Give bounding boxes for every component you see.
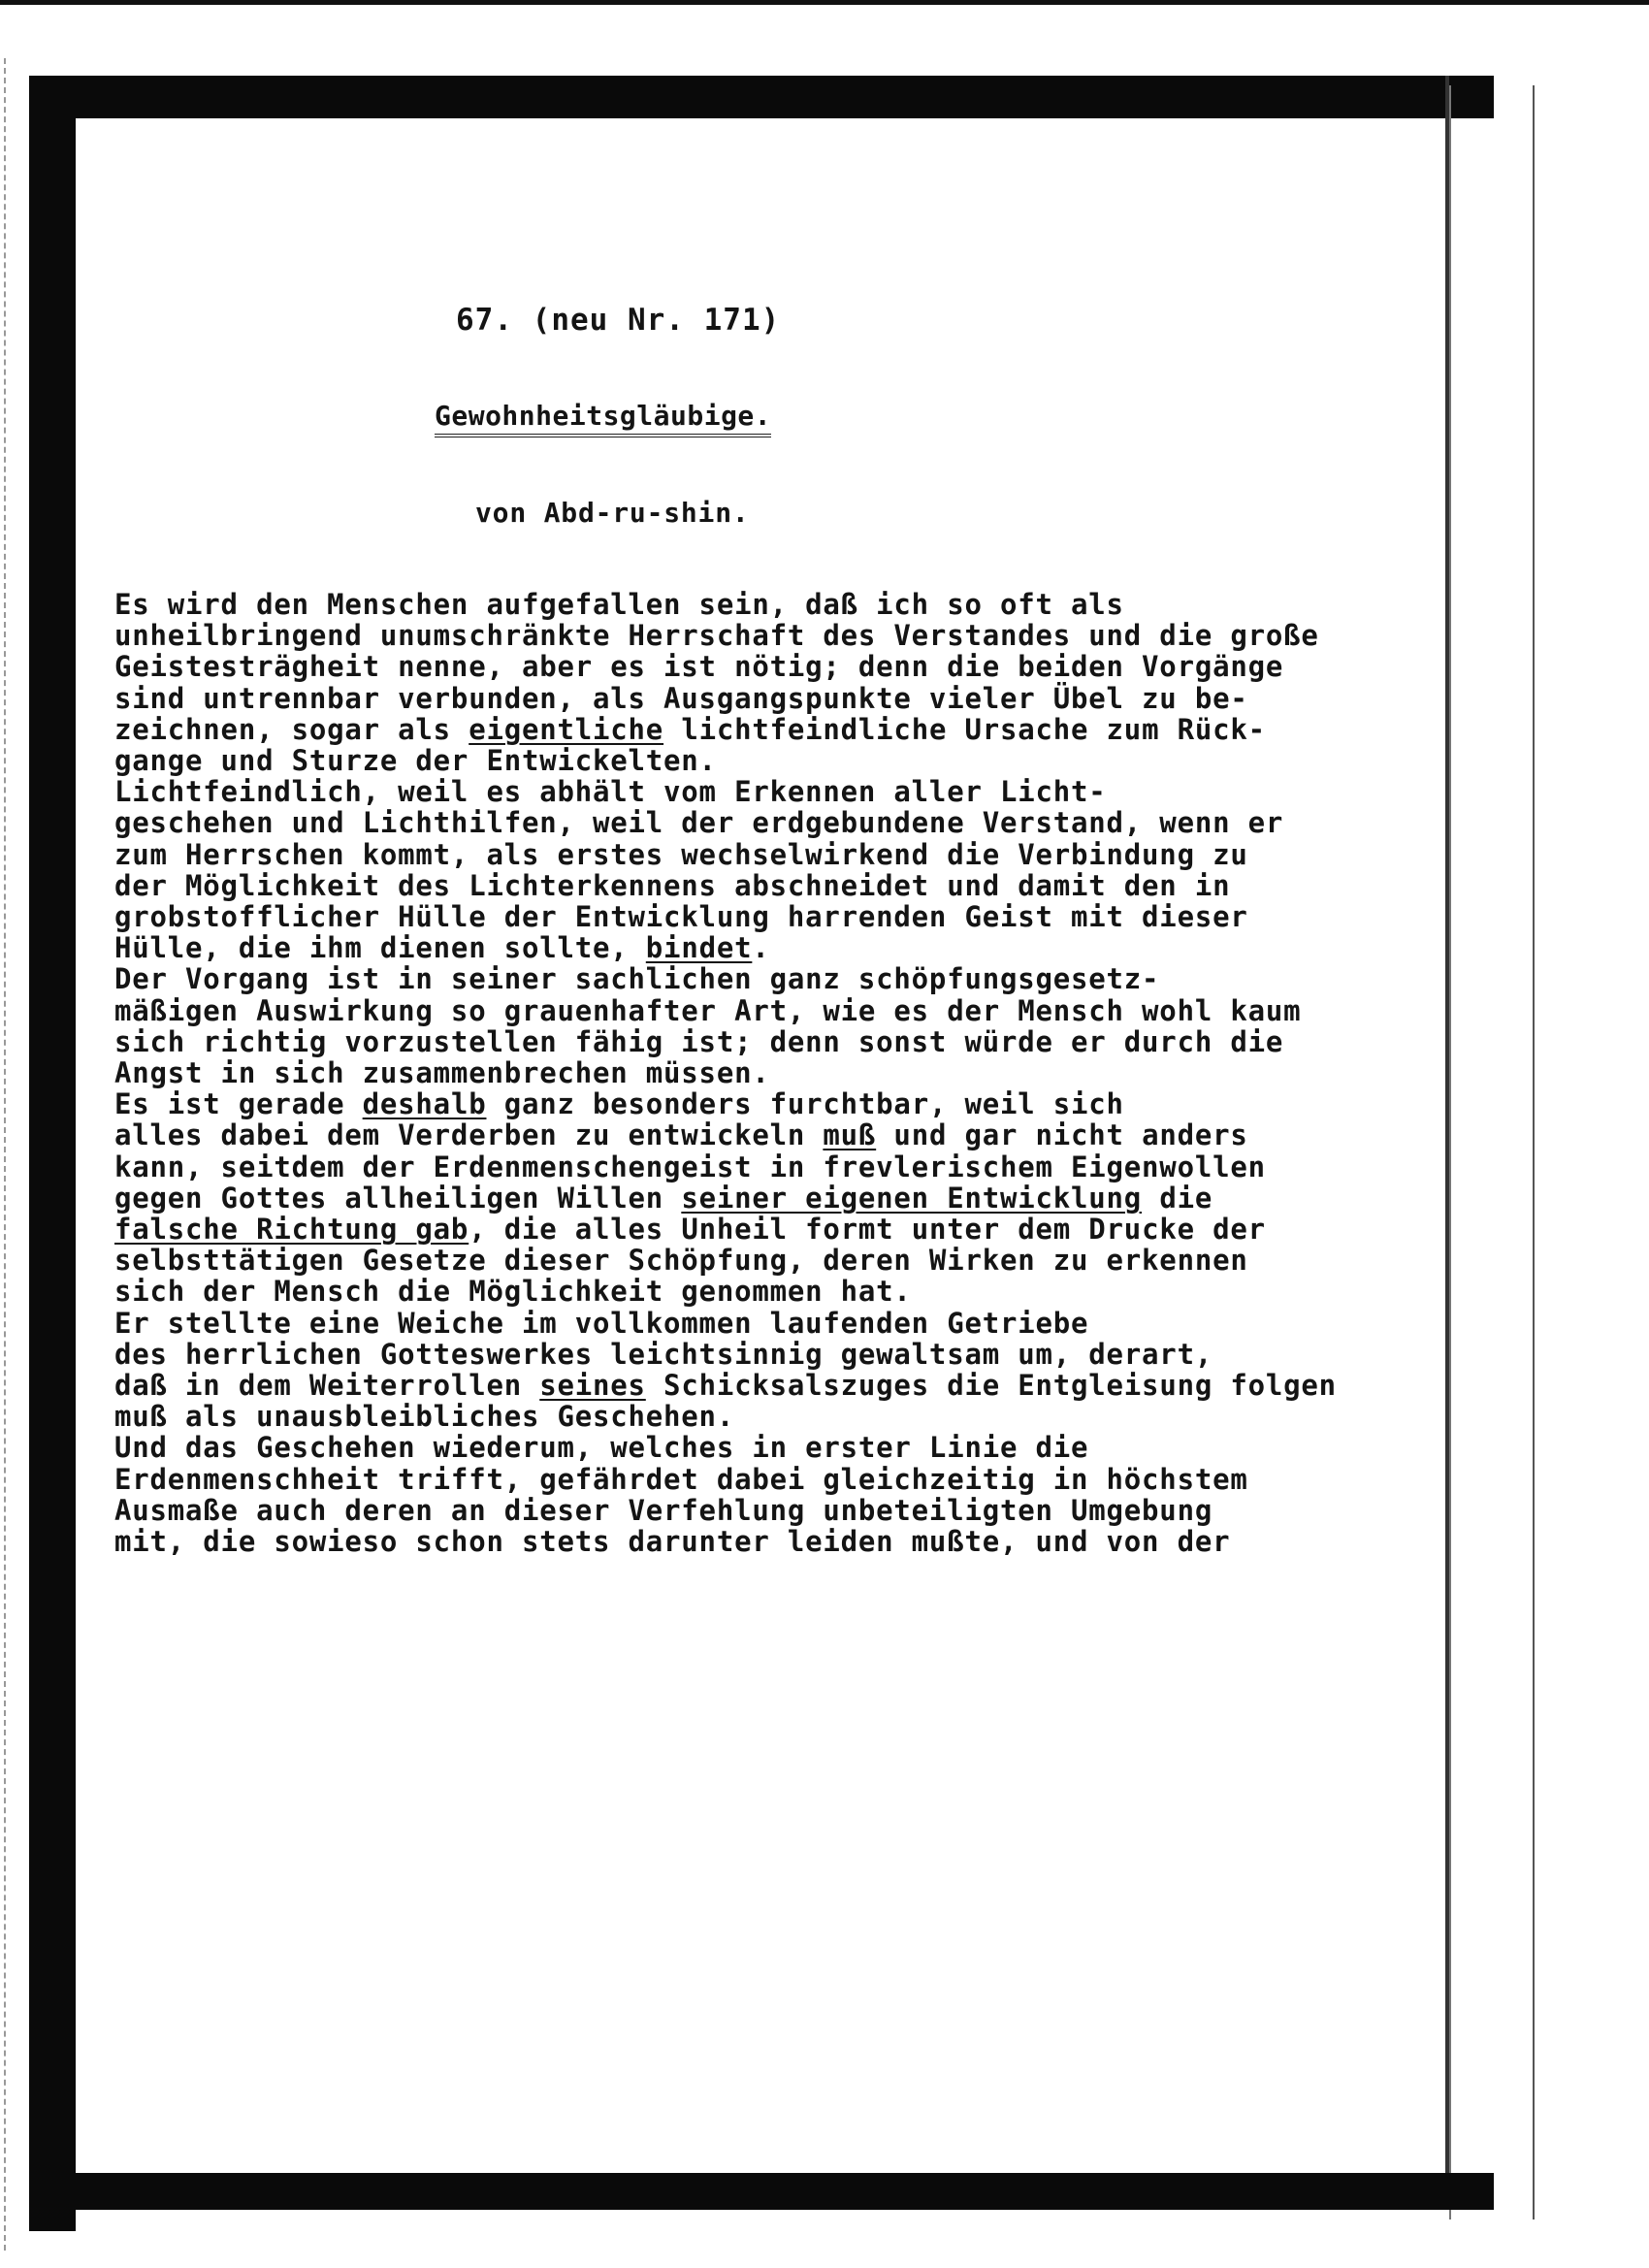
text-line xyxy=(114,1025,1283,1058)
paper-edge-right xyxy=(1449,85,1451,2219)
text-line xyxy=(114,713,1266,746)
text-line xyxy=(114,1338,1212,1371)
text-segment: geschehen und Lichthilfen, weil der erdgebundene Verstand, wenn er xyxy=(114,806,1284,840)
text-line xyxy=(114,931,770,964)
underlined-text: muß xyxy=(823,1118,877,1152)
text-line xyxy=(114,1463,1248,1496)
text-line xyxy=(114,1244,1248,1277)
text-line xyxy=(114,588,1124,621)
text-line xyxy=(114,1118,1248,1151)
text-line xyxy=(114,1150,1266,1183)
text-segment: Schicksalszuges die Entgleisung folgen xyxy=(645,1369,1337,1402)
text-line xyxy=(114,869,1230,902)
text-segment: , die alles Unheil formt unter dem Drucke der xyxy=(469,1213,1266,1246)
text-line xyxy=(114,650,1283,683)
underlined-text: deshalb xyxy=(362,1087,487,1121)
text-line xyxy=(114,1431,1088,1464)
text-segment: . xyxy=(752,931,770,965)
document-author: von Abd-ru-shin. xyxy=(475,497,750,529)
text-line xyxy=(114,962,1159,995)
underlined-text: bindet xyxy=(645,931,753,965)
underlined-text: seines xyxy=(539,1369,646,1402)
text-line xyxy=(114,1087,1124,1120)
text-segment: Und das Geschehen wiederum, welches in erster Linie die xyxy=(114,1431,1089,1465)
text-segment: zum Herrschen kommt, als erstes wechselwirkend die Verbindung zu xyxy=(114,837,1248,871)
text-segment: mit, die sowieso schon stets darunter leiden mußte, und von der xyxy=(114,1525,1231,1558)
underlined-text: falsche Richtung gab xyxy=(114,1213,469,1246)
text-segment: gange und Sturze der Entwickelten. xyxy=(114,744,717,777)
text-segment: ganz besonders furchtbar, weil sich xyxy=(486,1087,1124,1121)
text-segment: Angst in sich zusammenbrechen müssen. xyxy=(114,1056,770,1089)
left-perforation-edge xyxy=(4,58,6,2251)
text-line xyxy=(114,744,717,777)
scan-frame-bottom xyxy=(29,2173,1494,2210)
text-line xyxy=(114,1525,1230,1558)
text-segment: Es wird den Menschen aufgefallen sein, daß ich so oft als xyxy=(114,588,1124,621)
text-segment: muß als unausbleibliches Geschehen. xyxy=(114,1400,735,1434)
text-segment: sind untrennbar verbunden, als Ausgangspunkte vieler Übel zu be- xyxy=(114,681,1248,715)
text-line xyxy=(114,994,1301,1027)
text-line xyxy=(114,619,1319,652)
underlined-text: seiner eigenen Entwicklung xyxy=(681,1181,1143,1215)
text-segment: grobstofflicher Hülle der Entwicklung harrenden Geist mit dieser xyxy=(114,900,1248,933)
text-line xyxy=(114,1056,770,1089)
text-segment: daß in dem Weiterrollen xyxy=(114,1369,540,1402)
document-title: Gewohnheitsgläubige. xyxy=(435,400,771,437)
text-line xyxy=(114,1307,1088,1340)
scan-frame-left xyxy=(29,76,76,2231)
scan-edge-right xyxy=(1533,85,1535,2219)
text-line xyxy=(114,1213,1266,1246)
text-segment: des herrlichen Gotteswerkes leichtsinnig gewaltsam um, derart, xyxy=(114,1337,1213,1371)
text-line xyxy=(114,1182,1212,1215)
text-line xyxy=(114,900,1248,933)
scan-frame-top xyxy=(29,76,1494,118)
text-segment: unheilbringend unumschränkte Herrschaft des Verstandes und die große xyxy=(114,619,1319,653)
text-segment: die xyxy=(1142,1181,1213,1215)
text-segment: Lichtfeindlich, weil es abhält vom Erkennen aller Licht- xyxy=(114,775,1107,809)
text-line xyxy=(114,1494,1212,1527)
text-segment: Ausmaße auch deren an dieser Verfehlung unbeteiligten Umgebung xyxy=(114,1493,1213,1527)
text-line xyxy=(114,838,1248,871)
text-line xyxy=(114,682,1248,715)
text-segment: der Möglichkeit des Lichterkennens abschneidet und damit den in xyxy=(114,868,1231,902)
text-segment: zeichnen, sogar als xyxy=(114,712,469,746)
text-segment: kann, seitdem der Erdenmenschengeist in frevlerischem Eigenwollen xyxy=(114,1150,1266,1183)
text-line xyxy=(114,1400,734,1433)
text-line xyxy=(114,775,1107,808)
text-segment: Der Vorgang ist in seiner sachlichen ganz schöpfungsgesetz- xyxy=(114,962,1160,996)
text-segment: selbsttätigen Gesetze dieser Schöpfung, deren Wirken zu erkennen xyxy=(114,1244,1248,1278)
text-segment: mäßigen Auswirkung so grauenhafter Art, wie es der Mensch wohl kaum xyxy=(114,993,1302,1027)
text-line xyxy=(114,806,1283,839)
text-segment: Hülle, die ihm dienen sollte, xyxy=(114,931,646,965)
underlined-text: eigentliche xyxy=(469,712,664,746)
text-segment: gegen Gottes allheiligen Willen xyxy=(114,1181,682,1215)
text-segment: Geistesträgheit nenne, aber es ist nötig; denn die beiden Vorgänge xyxy=(114,650,1284,684)
text-segment: und gar nicht anders xyxy=(876,1118,1248,1152)
typewritten-page xyxy=(76,118,1445,2173)
text-line xyxy=(114,1369,1337,1402)
text-segment: lichtfeindliche Ursache zum Rück- xyxy=(663,712,1266,746)
text-segment: sich richtig vorzustellen fähig ist; denn sonst würde er durch die xyxy=(114,1024,1284,1058)
document-number: 67. (neu Nr. 171) xyxy=(456,303,781,338)
top-edge-rule xyxy=(0,0,1649,5)
text-segment: alles dabei dem Verderben zu entwickeln xyxy=(114,1118,824,1152)
text-segment: Es ist gerade xyxy=(114,1087,363,1121)
text-segment: sich der Mensch die Möglichkeit genommen hat. xyxy=(114,1275,912,1309)
text-segment: Er stellte eine Weiche im vollkommen laufenden Getriebe xyxy=(114,1306,1089,1340)
text-line xyxy=(114,1275,912,1308)
text-segment: Erdenmenschheit trifft, gefährdet dabei gleichzeitig in höchstem xyxy=(114,1462,1248,1496)
